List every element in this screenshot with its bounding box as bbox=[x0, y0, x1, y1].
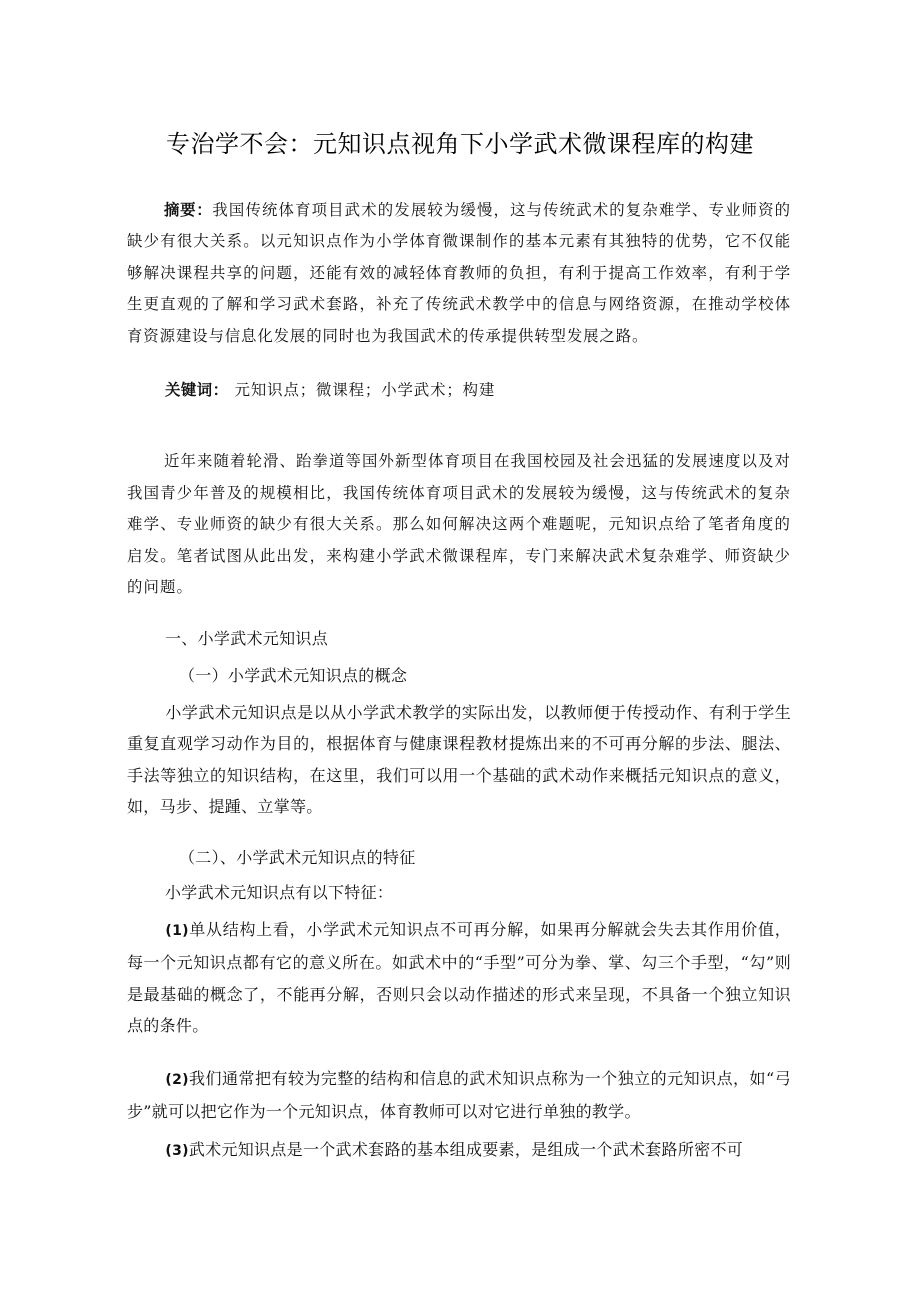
feature-2-text: 我们通常把有较为完整的结构和信息的武术知识点称为一个独立的元知识点，如“弓步”就可以把它作为一个元知识点，体育教师可以对它进行单独的教学。 bbox=[127, 1069, 791, 1122]
intro-paragraph: 近年来随着轮滑、跆拳道等国外新型体育项目在我国校园及社会迅猛的发展速度以及对我国青少年普及的规模相比，我国传统体育项目武术的发展较为缓慢，这与传统武术的复杂难学、专业师资的缺少有很大关系。那么如何解决这两个难题呢，元知识点给了笔者角度的启发。笔者试图从此出发，来构建小学武术微课程库，专门来解决武术复杂难学、师资缺少的问题。 bbox=[127, 452, 791, 597]
feature-3-paragraph bbox=[127, 1134, 791, 1167]
section-heading-1: 一、小学武术元知识点 bbox=[165, 629, 329, 648]
features-intro: 小学武术元知识点有以下特征： bbox=[165, 883, 394, 902]
feature-2-number: (2) bbox=[165, 1072, 189, 1088]
document-title: 专治学不会：元知识点视角下小学武术微课程库的构建 bbox=[166, 130, 754, 158]
subsection-heading-1: （一）小学武术元知识点的概念 bbox=[179, 666, 408, 685]
concept-paragraph: 小学武术元知识点是以从小学武术教学的实际出发，以教师便于传授动作、有利于学生重复直观学习动作为目的，根据体育与健康课程教材提炼出来的不可再分解的步法、腿法、手法等独立的知识结构，在这里，我们可以用一个基础的武术动作来概括元知识点的意义，如，马步、提踵、立掌等。 bbox=[127, 703, 791, 817]
feature-2-paragraph bbox=[127, 1063, 791, 1128]
keywords-line bbox=[165, 375, 495, 406]
keywords-label: 关键词： bbox=[165, 381, 229, 399]
feature-1-text: 单从结构上看，小学武术元知识点不可再分解，如果再分解就会失去其作用价值，每一个元知识点都有它的意义所在。如武术中的“手型”可分为拳、掌、勾三个手型，“勾”则是最基础的概念了，不能再分解，否则只会以动作描述的形式来呈现，不具备一个独立知识点的条件。 bbox=[127, 920, 791, 1036]
abstract-paragraph bbox=[127, 195, 791, 352]
keywords-text: 元知识点；微课程；小学武术；构建 bbox=[234, 381, 496, 399]
abstract-label: 摘要： bbox=[163, 201, 213, 219]
abstract-text: 我国传统体育项目武术的发展较为缓慢，这与传统武术的复杂难学、专业师资的缺少有很大关系。以元知识点作为小学体育微课制作的基本元素有其独特的优势，它不仅能够解决课程共享的问题，还能有效的减轻体育教师的负担，有利于提高工作效率，有利于学生更直观的了解和学习武术套路，补充了传统武术教学中的信息与网络资源，在推动学校体育资源建设与信息化发展的同时也为我国武术的传承提供转型发展之路。 bbox=[127, 201, 791, 345]
subsection-heading-2: （二）、小学武术元知识点的特征 bbox=[179, 848, 416, 867]
feature-3-text: 武术元知识点是一个武术套路的基本组成要素，是组成一个武术套路所密不可 bbox=[188, 1140, 744, 1159]
feature-1-paragraph bbox=[127, 914, 791, 1042]
feature-1-number: (1) bbox=[165, 923, 189, 939]
feature-3-number: (3) bbox=[165, 1143, 189, 1159]
